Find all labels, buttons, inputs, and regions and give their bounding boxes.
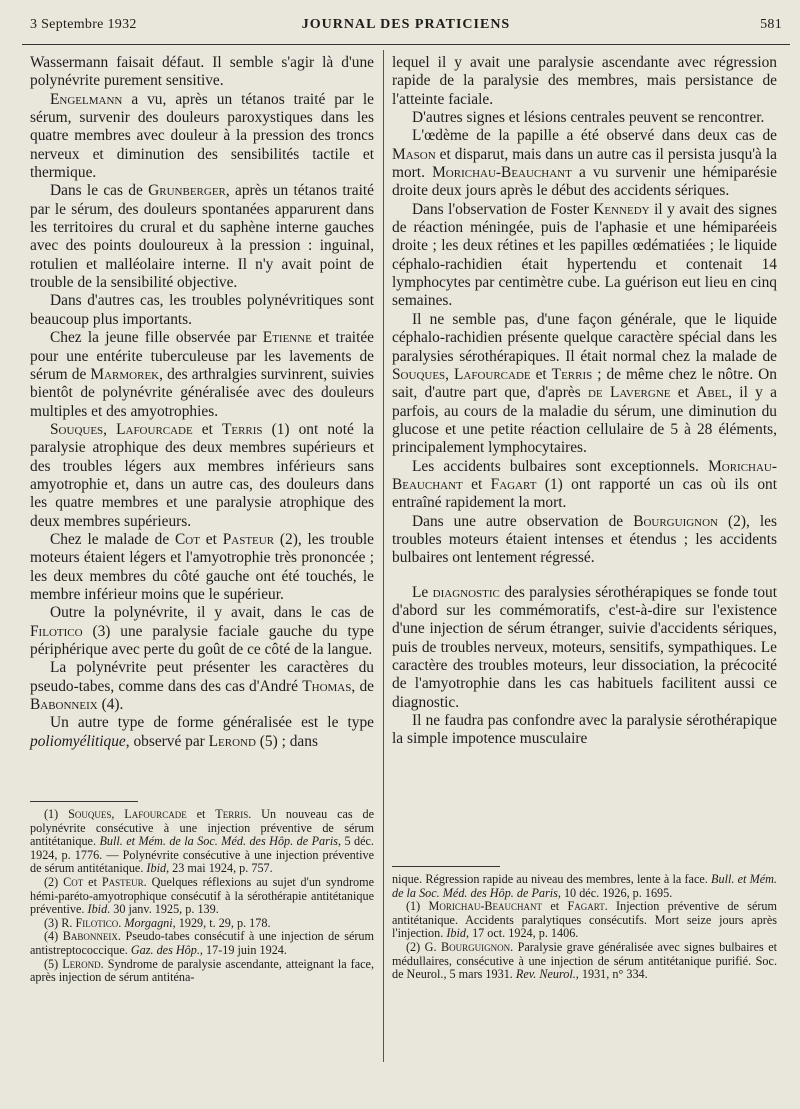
footnote: (2) G. Bourguignon. Paralysie grave généralisée avec signes bulbaires et médullaires, consécutive à une injection de sérum antitétanique purifié. Soc. de Neurol., 5 mars 1931. Rev. Neurol., 1931, n° 334. [392,939,777,982]
paragraph: Dans une autre observation de Bourguignon (2), les troubles moteurs étaient intenses et étendus ; les accidents bulbaires ont lentement régressé. [392,512,777,567]
paragraph: Dans d'autres cas, les troubles polynévritiques sont beaucoup plus importants. [30,292,374,328]
footnote: (4) Babonneix. Pseudo-tabes consécutif à une injection de sérum antistreptococcique. Gaz. des Hôp., 17-19 juin 1924. [30,929,374,957]
footnotes-right [392,873,777,982]
paragraph: D'autres signes et lésions centrales peuvent se rencontrer. [412,109,765,127]
page-number: 581 [760,17,782,32]
paragraph: Un autre type de forme généralisée est le type poliomyélitique, observé par Lerond (5) ; dans [30,714,374,750]
left-column [30,54,374,751]
footnote-rule [392,866,500,867]
paragraph: lequel il y avait une paralysie ascendante avec régression rapide de la paralysie des membres, mais persistance de l'atteinte faciale. [392,54,777,108]
paragraph: Chez le malade de Cot et Pasteur (2), les trouble moteurs étaient légers et l'amyotrophie très prononcée ; les deux membres du côté gauche ont été touchés, le membre inférieur moins que le supérieur. [30,530,375,603]
footnote: (2) Cot et Pasteur. Quelques réflexions au sujet d'un syndrome hémi-paréto-amyotrophique consécutif à la sérothérapie antitétanique préventive. Ibid. 30 janv. 1925, p. 139. [30,874,375,917]
footnote: (3) R. Filotico. Morgagni, 1929, t. 29, p. 178. [44,915,271,930]
header-rule [22,44,790,45]
paragraph: Outre la polynévrite, il y avait, dans le cas de Filotico (3) une paralysie faciale gauche du type périphérique avec perte du goût de ce côté de la langue. [30,604,374,658]
paragraph: Engelmann a vu, après un tétanos traité par le sérum, survenir des douleurs paroxystiques dans les quatre membres avec douleur à la pression des troncs nerveux et diminution des sensibilités tactile et thermique. [30,90,374,182]
right-column [392,54,777,749]
footnote-rule [30,801,138,802]
running-header [30,14,782,38]
footnote: (5) Lerond. Syndrome de paralysie ascendante, atteignant la face, après injection de sérum antiténa- [30,956,374,985]
paragraph: Dans l'observation de Foster Kennedy il y avait des signes de réaction méningée, puis de l'aphasie et une hémiparéeis droite ; les deux rétines et les papilles œdématiées ; le liquide céphalo-rachidien était hypertendu et contenait 14 lymphocytes par centimètre cube. La guérison eut lieu en cinq semaines. [392,200,777,310]
paragraph: Il ne semble pas, d'une façon générale, que le liquide céphalo-rachidien présente quelque caractère spécial dans les paralysies sérothérapiques. Il était normal chez la malade de Souques, Lafourcade et Terris ; de même chez le nôtre. On sait, d'autre part que, d'après de Lavergne et Abel, il y a parfois, au cours de la maladie du sérum, une diminution du glucose et une petite réaction cellulaire de 5 à 28 éléments, principalement lymphocytaires. [392,310,777,457]
paragraph: Il ne faudra pas confondre avec la paralysie sérothérapique la simple impotence musculaire [392,712,777,748]
paragraph: Souques, Lafourcade et Terris (1) ont noté la paralysie atrophique des deux membres supérieurs et des troubles légers aux membres inférieurs sans amyotrophie et, dans un autre cas, des douleurs dans les quatre membres et une paralysie atrophique des deux membres supérieurs. [30,420,375,530]
paragraph: Le diagnostic des paralysies sérothérapiques se fonde tout d'abord sur les commémoratifs, c'est-à-dire sur l'existence d'une injection de sérum étranger, suivie d'accidents sériques, puis de troubles nerveux, moteurs, sensitifs, sympathiques. Le caractère des troubles moteurs, leur dissociation, la précocité de l'amyotrophie dans les cas habituels facilitent aussi ce diagnostic. [392,583,777,711]
column-divider [383,50,384,1062]
paragraph: Wassermann faisait défaut. Il semble s'agir là d'une polynévrite purement sensitive. [30,54,374,90]
paragraph: Chez la jeune fille observée par Etienne et traitée pour une entérite tuberculeuse par les lavements de sérum de Marmorek, des arthralgies survinrent, suivies bientôt de polynévrite généralisée avec des douleurs multiples et des amyotrophies. [30,329,375,420]
paragraph: La polynévrite peut présenter les caractères du pseudo-tabes, comme dans des cas d'André Thomas, de Babonneix (4). [30,659,374,714]
paragraph: L'œdème de la papille a été observé dans deux cas de Mason et disparut, mais dans un autre cas il persista jusqu'à la mort. Morichau-Beauchant a vu survenir une hémiparésie droite deux jours après le début des accidents sériques. [392,127,778,200]
paragraph: Les accidents bulbaires sont exceptionnels. Morichau-Beauchant et Fagart (1) ont rapporté un cas où ils ont entraîné rapidement la mort. [392,457,777,512]
footnotes-left [30,808,374,985]
journal-title: JOURNAL DES PRATICIENS [301,17,511,32]
footnote: nique. Régression rapide au niveau des membres, lente à la face. Bull. et Mém. de la Soc. Méd. des Hôp. de Paris, 10 déc. 1926, p. 1695. [392,872,777,900]
footnote: (1) Morichau-Beauchant et Fagart. Injection préventive de sérum antitétanique. Accidents paralytiques consécutifs. Mort seize jours après l'injection. Ibid, 17 oct. 1924, p. 1406. [392,899,777,941]
footnote: (1) Souques, Lafourcade et Terris. Un nouveau cas de polynévrite consécutive à une injection préventive de sérum antitétanique. Bull. et Mém. de la Soc. Méd. des Hôp. de Paris, 5 déc. 1924, p. 1776. — Polynévrite consécutive à une injection préventive de sérum antitétanique. Ibid, 23 mai 1924, p. 757. [30,807,375,876]
paragraph: Dans le cas de Grunberger, après un tétanos traité par le sérum, des douleurs spontanées apparurent dans les territoires du crural et du saphène interne gauches avec des points douloureux à la pression : inguinal, rotulien et malléolaire interne. Il n'y avait point de trouble de la sensibilité objective. [30,182,375,292]
header-date: 3 Septembre 1932 [30,17,137,32]
